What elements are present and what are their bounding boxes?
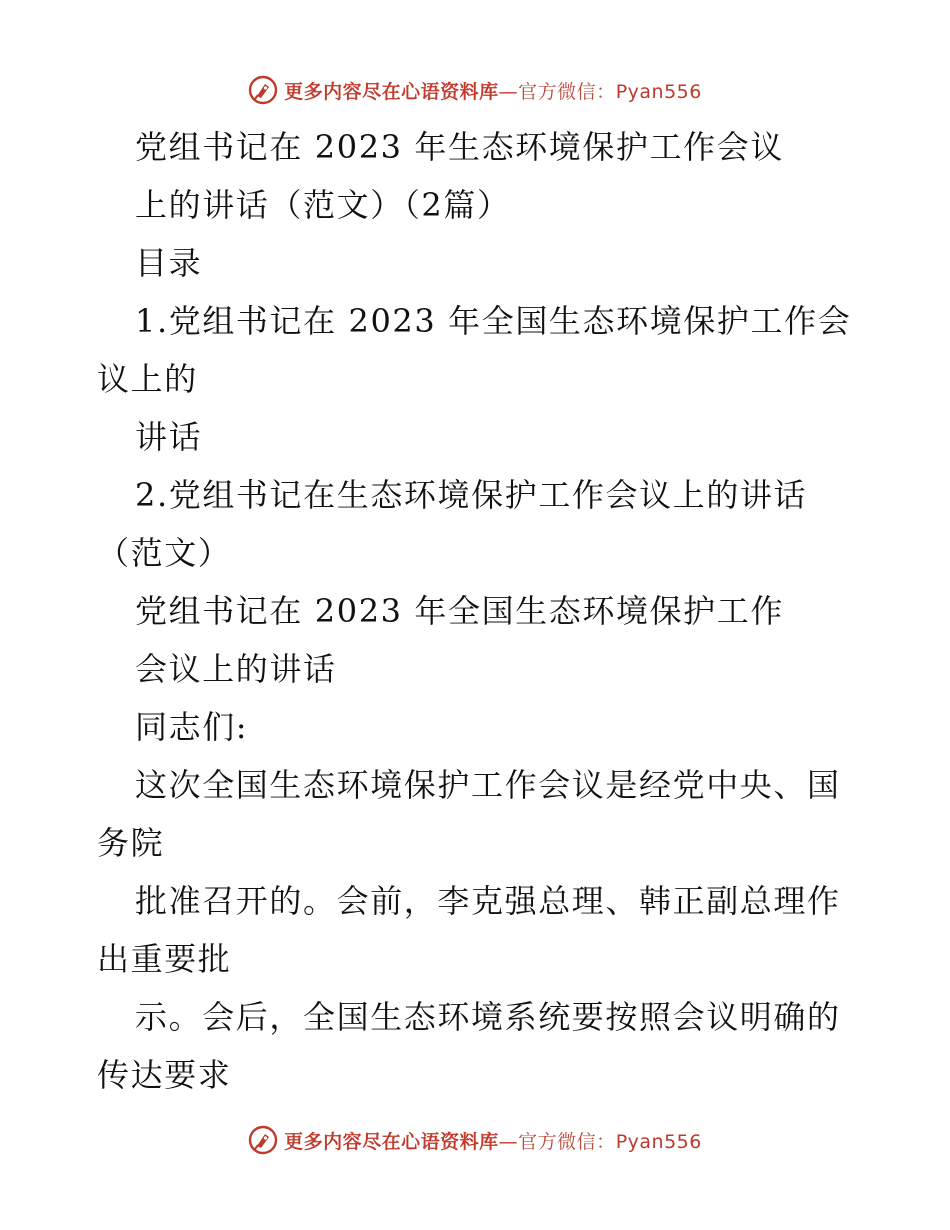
banner-text	[284, 1127, 702, 1154]
paragraph-line: 示。会后，全国生态环境系统要按照会议明确的	[135, 998, 841, 1036]
toc-item-2-line-2: （范文）	[97, 534, 232, 572]
section-title-line-1: 党组书记在 2023 年全国生态环境保护工作	[135, 592, 784, 630]
banner-main: 更多内容尽在心语资料库	[284, 1130, 499, 1153]
paragraph-line: 出重要批	[97, 940, 232, 978]
pen-nib-logo-icon	[248, 75, 278, 105]
paragraph-line: 务院	[97, 824, 165, 862]
toc-item-1-line-3: 讲话	[135, 418, 203, 456]
toc-heading: 目录	[135, 244, 203, 282]
pen-nib-logo-icon	[248, 1125, 278, 1155]
banner-wechat-label: 官方微信：	[518, 80, 616, 103]
title-line-2: 上的讲话（范文）（2篇）	[135, 186, 511, 224]
header-banner	[0, 70, 950, 110]
banner-dash: —	[498, 1130, 519, 1153]
paragraph-line: 这次全国生态环境保护工作会议是经党中央、国	[135, 766, 841, 804]
banner-wechat-label: 官方微信：	[518, 1130, 616, 1153]
paragraph-line: 批准召开的。会前，李克强总理、韩正副总理作	[135, 882, 841, 920]
section-title-line-2: 会议上的讲话	[135, 650, 337, 688]
banner-main: 更多内容尽在心语资料库	[284, 80, 499, 103]
toc-item-1-line-2: 议上的	[97, 360, 198, 398]
paragraph-line: 传达要求	[97, 1056, 232, 1094]
banner-text	[284, 77, 702, 104]
banner-account: Pyan556	[615, 1130, 702, 1153]
toc-item-2-line-1: 2.党组书记在生态环境保护工作会议上的讲话	[135, 476, 808, 514]
banner-dash: —	[498, 80, 519, 103]
footer-banner	[0, 1120, 950, 1160]
banner-account: Pyan556	[615, 80, 702, 103]
toc-item-1-line-1: 1.党组书记在 2023 年全国生态环境保护工作会	[135, 302, 852, 340]
title-line-1: 党组书记在 2023 年生态环境保护工作会议	[135, 128, 784, 166]
salutation: 同志们:	[135, 708, 249, 746]
